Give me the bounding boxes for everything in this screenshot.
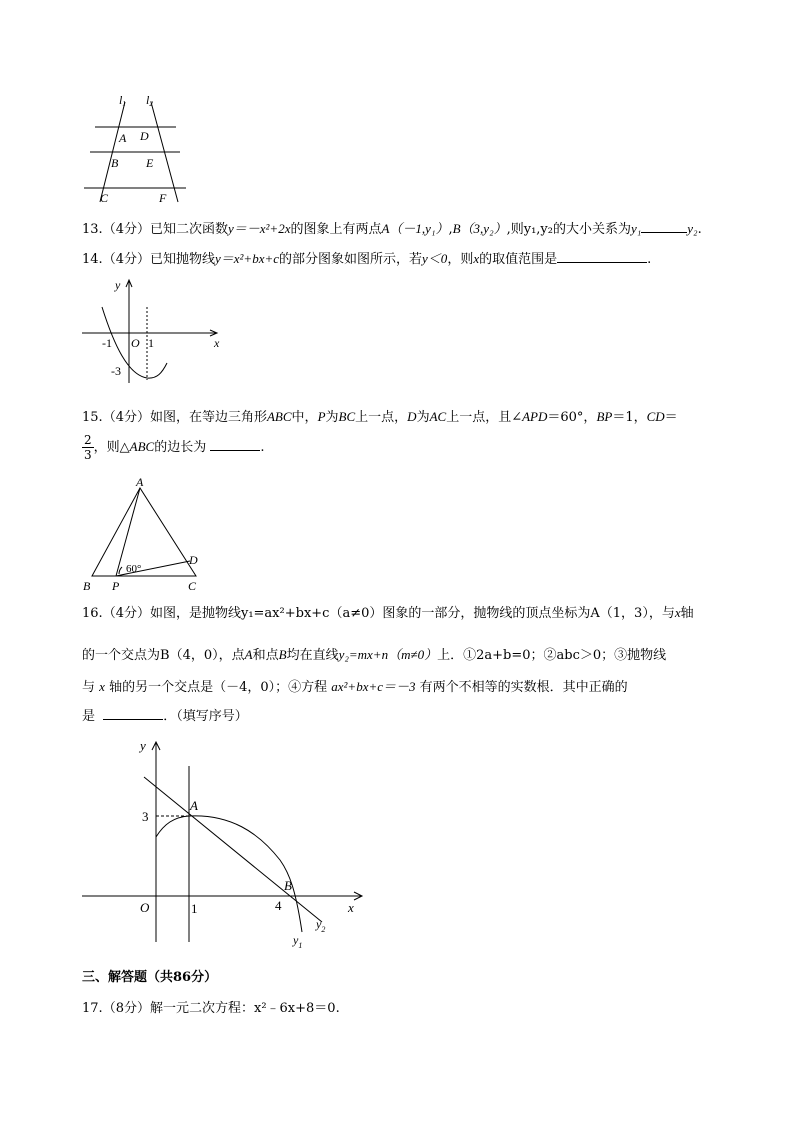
question-16-line2: 的一个交点为B（4，0），点A和点B均在直线y₂=mx+n（m≠0）上．①2a+b=0；②abc＞0；③抛物线 — [82, 647, 667, 663]
label-A: A — [190, 798, 198, 813]
label-B: B — [111, 156, 119, 170]
question-15-line2: $\frac{2}{3}$ ，则△ABC的边长为 . — [84, 433, 265, 462]
question-17: 17.（8分）解一元二次方程：x²﹣6x+8＝0. — [82, 1001, 340, 1016]
label-D: D — [189, 553, 198, 567]
answer-blank-15[interactable] — [210, 438, 260, 451]
label-y2: $y_2$ — [316, 917, 326, 934]
label-y: y — [140, 738, 146, 753]
line-y2 — [144, 777, 322, 922]
label-F: F — [159, 191, 167, 205]
label-x: x — [348, 900, 354, 915]
label-E: E — [146, 156, 154, 170]
label-A: A — [136, 475, 144, 489]
label-1: 1 — [191, 901, 198, 916]
label-angle: 60° — [126, 563, 142, 575]
figure-parallel-lines — [80, 90, 200, 210]
figure-triangle-15 — [78, 474, 218, 594]
question-13: 13.（4分）已知二次函数y＝－x²+2x的图象上有两点A（－1,y₁）,B（3,y₂）,则y₁,y₂的大小关系为y₁ y₂. — [82, 221, 702, 237]
label-l1: l1 — [119, 93, 126, 108]
answer-blank-14[interactable] — [557, 250, 647, 263]
label-y1: $y_1$ — [293, 933, 303, 950]
label-A: A — [119, 131, 127, 145]
label-C: C — [100, 191, 109, 205]
label-1: 1 — [148, 336, 154, 350]
question-16-line3: 与 x 轴的另一个交点是（－4，0）；④方程 ax²+bx+c＝－3 有两个不相等的实数根．其中正确的 — [82, 679, 628, 695]
section-3-title: 三、解答题（共86分） — [82, 970, 218, 985]
label-C: C — [188, 579, 197, 593]
question-16-line1: 16.（4分）如图，是抛物线y₁=ax²+bx+c（a≠0）图象的一部分，抛物线的顶点坐标为A（1，3），与x轴 — [82, 605, 694, 621]
label-minus3: -3 — [111, 364, 121, 378]
figure-parabola-16 — [80, 732, 370, 957]
label-3: 3 — [142, 809, 149, 824]
label-O: O — [131, 336, 140, 350]
label-minus1: -1 — [102, 336, 112, 350]
question-16-line4: 是 ．（填写序号） — [82, 709, 248, 724]
fraction-two-thirds: $\frac{2}{3}$ — [84, 433, 92, 462]
label-B: B — [83, 579, 91, 593]
answer-blank-13[interactable] — [641, 220, 687, 233]
label-P: P — [112, 579, 120, 593]
label-l2: l2 — [146, 93, 153, 108]
label-D: D — [140, 129, 149, 143]
label-O: O — [140, 900, 150, 915]
label-y: y — [115, 278, 121, 292]
label-4: 4 — [275, 898, 282, 913]
answer-blank-16[interactable] — [103, 707, 163, 720]
question-14: 14.（4分）已知抛物线y＝x²+bx+c的部分图象如图所示，若y＜0，则x的取值范围是 . — [82, 251, 652, 267]
angle-arc — [119, 567, 122, 574]
label-x: x — [214, 336, 220, 350]
label-B: B — [284, 878, 292, 893]
question-15-line1: 15.（4分）如图，在等边三角形ABC中，P为BC上一点，D为AC上一点，且∠APD＝60°，BP＝1，CD＝ — [82, 409, 678, 425]
parabola-y1 — [156, 816, 302, 932]
figure-parabola-14 — [80, 275, 230, 387]
